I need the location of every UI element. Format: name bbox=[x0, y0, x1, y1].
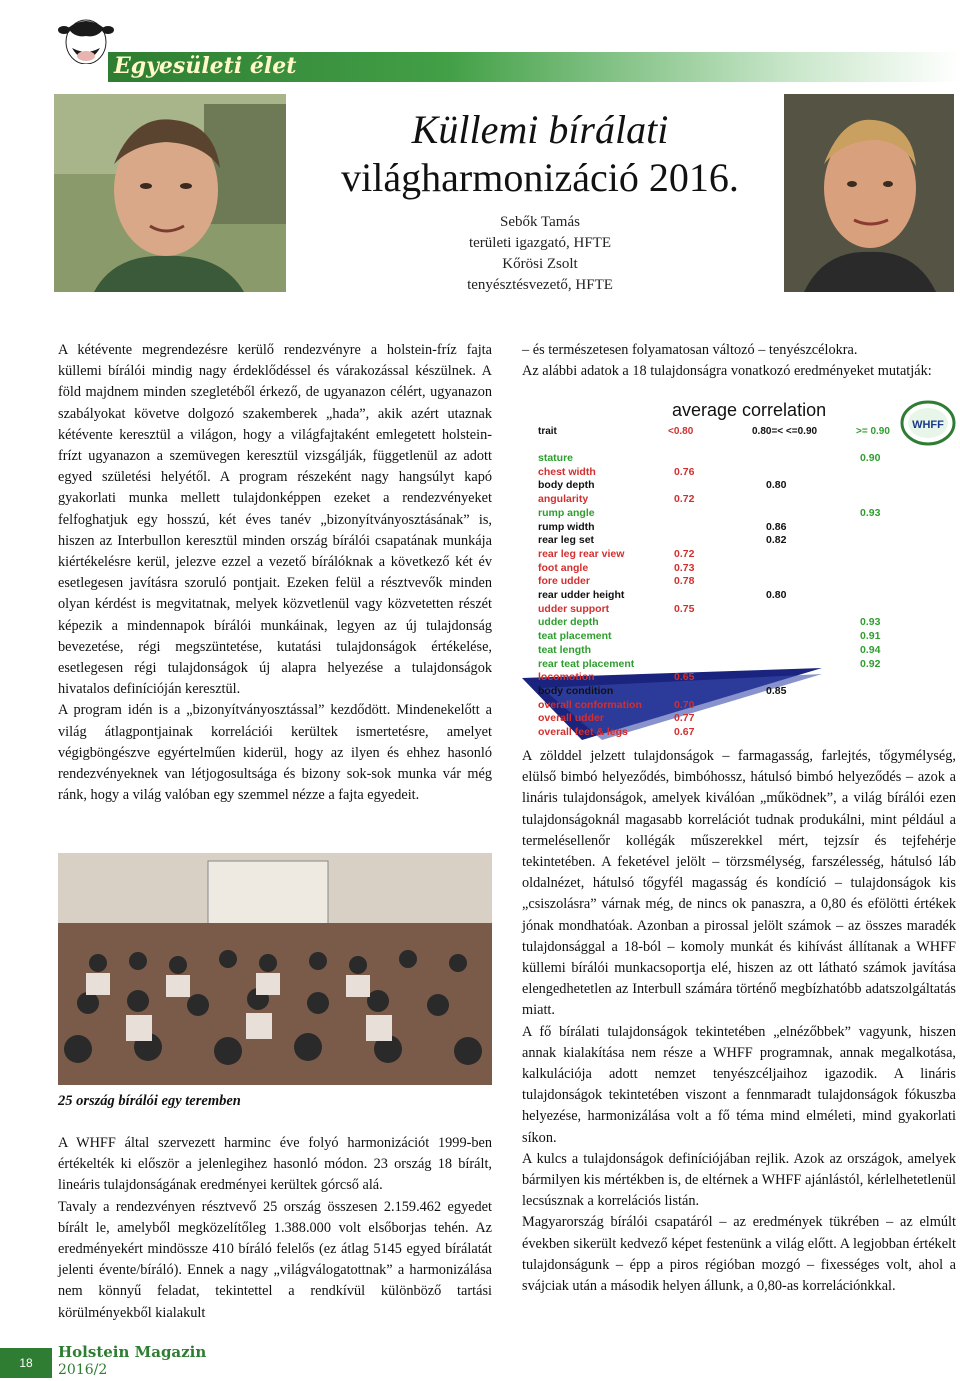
trait-value: 0.76 bbox=[674, 465, 695, 478]
trait-value: 0.80 bbox=[766, 479, 787, 492]
article-title bbox=[300, 106, 780, 202]
trait-value: 0.75 bbox=[674, 602, 695, 615]
right-column bbox=[522, 340, 956, 382]
correlation-table bbox=[522, 398, 956, 743]
trait-value: 0.85 bbox=[766, 684, 787, 697]
trait-row bbox=[538, 699, 908, 713]
paragraph: A fő bírálati tulajdonságok tekintetében „elnézőbbek” vagyunk, hiszen annak kialakítása nem része a WHFF programnak, annak megalkotása, kalkulációja adott nemzet tenyészcéljaihoz igazodik. A lináris tulajdonságok tekintetében viszont a fennmaradt tulajdonságok fókuszba helyezése, harmonizálása volt a fő téma mind elméleti, mind gyakorlati síkon. bbox=[522, 1023, 956, 1146]
meeting-photo bbox=[58, 853, 492, 1085]
paragraph: A kétévente megrendezésre kerülő rendezvényre a holstein-fríz fajta küllemi bírálói mindig nagy érdeklődéssel és várakozással készülnek. A föld majdnem minden szegletéből érkező, de ugyanazon célért, ugyanazon szabályokat követve dolgozó szakemberek „hada”, akik azért utaznak kétévente keresztül a világon, hogy a világfajtaként emlegetett holstein-frízt ugyanazon a szemüvegen keresztül vizsgálják, függetlenül az adott egyed születési helyétől. A program részeként nagy hangsúlyt kapó gyakorlati munka mellett tulajdonképpen ezeket a rendezvényeket felfoghatjuk egy hosszú, két éves tanév „bizonyítványosztásának” is, hiszen az Interbullon keresztül minden ország bírálói csapatának munkája kiértékelésre kerül, jelezve ezzel a vezető bírálóknak a következő két év esetlegesen javításra szoruló pontjait. Ezeken felül a résztvevők minden olyan kérdést is megvitatnak, melyek közvetlenül vagy közvetetten részét képezik a mindennapok bírálói munkáinak, legyen az új tulajdonság bevezetése, régi megszüntetése, kutatási tulajdonságok értékelése, esetlegesen régi tulajdonságok új alapra helyezése a tulajdonságok hivatalos definícióján keresztül. bbox=[58, 342, 492, 698]
trait-name: rear leg set bbox=[538, 534, 595, 547]
trait-row bbox=[538, 521, 908, 535]
author-2-role: tenyésztésvezető, HFTE bbox=[467, 277, 613, 293]
trait-value: 0.72 bbox=[674, 547, 695, 560]
trait-name: teat placement bbox=[538, 630, 612, 643]
paragraph: A kulcs a tulajdonságok definíciójában rejlik. Azok az országok, amelyek bármilyen kis mértékben is, de eltérnek a WHFF ajánlástól, kérlelhetetlenül lecsúsznak a korrelációs listán. bbox=[522, 1150, 956, 1210]
trait-value: 0.73 bbox=[674, 561, 695, 574]
trait-row bbox=[538, 466, 908, 480]
magazine-issue: 2016/2 bbox=[58, 1362, 108, 1378]
trait-name: body condition bbox=[538, 684, 614, 697]
header-mid: 0.80=< <=0.90 bbox=[752, 426, 818, 437]
trait-value: 0.86 bbox=[766, 520, 787, 533]
author-1-role: területi igazgató, HFTE bbox=[468, 235, 612, 251]
paragraph: A WHFF által szervezett harminc éve folyó harmonizációt 1999-ben értékelték ki először a jelenlegihez hasonló módon. 23 ország 18 bírált, lineáris tulajdonságának eredményei kerültek górcső alá. bbox=[58, 1135, 492, 1194]
trait-row bbox=[538, 589, 908, 603]
correlation-title: average correlation bbox=[672, 400, 827, 420]
trait-row bbox=[538, 616, 908, 630]
trait-row bbox=[538, 548, 908, 562]
trait-value: 0.94 bbox=[860, 643, 881, 656]
author-photo-right bbox=[784, 94, 954, 292]
section-title: Egyesületi élet bbox=[114, 53, 297, 79]
article-title-line2: világharmonizáció 2016. bbox=[341, 155, 739, 200]
paragraph: A program idén is a „bizonyítványosztással” kezdődött. Mindenekelőtt a világ átlagpontjainak korrelációi kerültek ismertetésre, amelyet végigböngészve egyértelműen kiderül, hogy az ilyen és ehhez hasonló rendezvényeknek van létjogosultsága és bizony sok-sok munka vár még ránk, hogy a világ valóban egy szemmel nézze a fajta egyedeit. bbox=[58, 702, 492, 804]
whff-logo-icon bbox=[900, 400, 956, 446]
trait-row bbox=[538, 534, 908, 548]
photo-caption: 25 ország bírálói egy teremben bbox=[58, 1093, 241, 1109]
author-1-name: Sebők Tamás bbox=[500, 214, 580, 230]
trait-row bbox=[538, 575, 908, 589]
trait-row bbox=[538, 630, 908, 644]
trait-value: 0.65 bbox=[674, 671, 695, 684]
trait-value: 0.72 bbox=[674, 493, 695, 506]
authors bbox=[360, 212, 720, 296]
trait-row bbox=[538, 603, 908, 617]
trait-value: 0.91 bbox=[860, 630, 881, 643]
trait-row bbox=[538, 452, 908, 466]
trait-name: rump angle bbox=[538, 506, 595, 519]
cow-logo-icon bbox=[58, 8, 114, 64]
trait-row bbox=[538, 726, 908, 740]
author-photo-left bbox=[54, 94, 286, 292]
trait-name: chest width bbox=[538, 465, 596, 478]
trait-value: 0.93 bbox=[860, 616, 881, 629]
trait-name: stature bbox=[538, 452, 574, 464]
trait-name: rear teat placement bbox=[538, 657, 635, 670]
left-column bbox=[58, 340, 492, 806]
trait-row bbox=[538, 493, 908, 507]
trait-row bbox=[538, 479, 908, 493]
trait-name: locomotion bbox=[538, 671, 595, 684]
paragraph: Tavaly a rendezvényen résztvevő 25 ország összesen 2.159.462 egyedet bírált le, amelyből megközelítőleg 1.388.000 volt elsőborjas tehén. Az eredményekért mindössze 410 bíráló felelős (ez átlag 5145 egyed bírálatát jelenti évente/bíráló). Ennek a nagy „világválogatottnak” a harmonizálása nem könnyű feladat, tekintettel a rendkívül különböző tartási körülményekből kialakult bbox=[58, 1198, 492, 1321]
trait-value: 0.78 bbox=[674, 575, 695, 588]
paragraph: Az alábbi adatok a 18 tulajdonságra vonatkozó eredményeket mutatják: bbox=[522, 363, 932, 380]
page-number: 18 bbox=[0, 1348, 52, 1378]
trait-name: foot angle bbox=[538, 561, 589, 574]
header-low: <0.80 bbox=[668, 426, 694, 437]
left-column-2 bbox=[58, 1133, 492, 1324]
trait-name: fore udder bbox=[538, 575, 590, 588]
whff-logo-text: WHFF bbox=[912, 419, 944, 431]
header-trait: trait bbox=[538, 426, 557, 437]
trait-value: 0.93 bbox=[860, 506, 881, 519]
trait-name: udder support bbox=[538, 602, 610, 615]
trait-value: 0.80 bbox=[766, 589, 787, 601]
trait-name: rear leg rear view bbox=[538, 547, 625, 560]
trait-value: 0.67 bbox=[674, 726, 695, 738]
trait-name: udder depth bbox=[538, 616, 599, 629]
trait-row bbox=[538, 712, 908, 726]
trait-value: 0.70 bbox=[674, 698, 695, 711]
paragraph: – és természetesen folyamatosan változó – tenyészcélokra. bbox=[522, 342, 858, 358]
trait-name: teat length bbox=[538, 643, 592, 656]
trait-row bbox=[538, 507, 908, 521]
magazine-name: Holstein Magazin bbox=[58, 1343, 207, 1361]
trait-name: overall conformation bbox=[538, 698, 642, 711]
trait-name: overall udder bbox=[538, 712, 604, 725]
trait-value: 0.82 bbox=[766, 534, 787, 547]
trait-name: overall feet & legs bbox=[538, 726, 628, 738]
trait-name: angularity bbox=[538, 493, 589, 506]
trait-value: 0.92 bbox=[860, 657, 881, 670]
trait-value: 0.77 bbox=[674, 712, 695, 725]
trait-row bbox=[538, 671, 908, 685]
trait-name: rear udder height bbox=[538, 589, 625, 601]
paragraph: A zölddel jelzett tulajdonságok – farmagasság, farlejtés, tőgymélység, elülső bimbó helyeződés, bimbóhossz, hátulsó bimbó helyeződés – azok a lináris tulajdonságok, amelyek kiválóan „működnek”, a világ bírálói ezen tulajdonságoknál magasabb korrelációt tudnak produkálni, mint például a termelésellenőr kollégák műszerekkel mért, tejzsír és tejfehérje tekintetében. A feketével jelölt – törzsmélység, farszélesség, hátulsó láb oldalnézet, hátulsó tőgyfél magasság és kondíció – tulajdonságok kis „csiszolásra” várnak még, de nincs ok panaszra, a 0,80 és efölötti értékek jónak mondhatóak. Azonban a pirossal jelölt számok – az összes maradék tulajdonsággal a 18-ból – komoly munkát és kihívást állítanak a WHFF küllemi bírálói munkacsoportja elé, hiszen az ott látható számok javítása elengedhetetlen az Interbull számára történő megbízhatóbb adatszolgáltatás miatt. bbox=[522, 748, 956, 1019]
article-title-line1: Küllemi bírálati bbox=[411, 107, 669, 152]
right-column-2 bbox=[522, 746, 956, 1297]
header-high: >= 0.90 bbox=[856, 426, 890, 437]
paragraph: Magyarország bírálói csapatáról – az eredmények tükrében – az elmúlt években sikerült kedvező képet festenünk a világ előtt. A legjobban értékelt tulajdonságunk – épp a piros régióban mozgó – fixességes volt, ahol a svájciak után a második helyen állunk, a 0,80-as korrelációnkkal. bbox=[522, 1214, 956, 1295]
trait-row bbox=[538, 685, 908, 699]
trait-row bbox=[538, 658, 908, 672]
author-2-name: Kőrösi Zsolt bbox=[502, 256, 578, 272]
trait-row bbox=[538, 644, 908, 658]
trait-name: rump width bbox=[538, 520, 595, 533]
trait-value: 0.90 bbox=[860, 452, 881, 464]
trait-row bbox=[538, 562, 908, 576]
trait-name: body depth bbox=[538, 479, 595, 492]
